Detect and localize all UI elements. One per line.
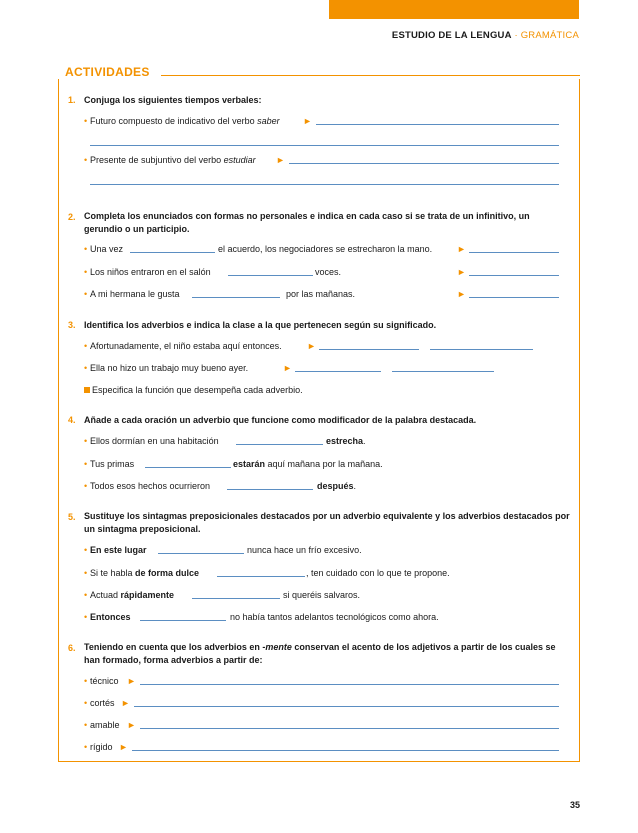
header-subtitle: GRAMÁTICA <box>520 30 579 41</box>
bullet: • <box>84 436 88 446</box>
q5-item-4-post: no había tantos adelantos tecnológicos como ahora. <box>230 612 439 622</box>
q1-item-1 <box>90 116 280 127</box>
answer-line[interactable] <box>228 275 313 276</box>
q4-item-2-c: aquí mañana por la mañana. <box>265 459 383 469</box>
bullet: • <box>84 545 88 555</box>
q4-item-3-c: . <box>353 481 357 491</box>
answer-line[interactable] <box>145 467 231 468</box>
answer-line[interactable] <box>295 371 381 372</box>
q5-item-4-bold: Entonces <box>90 612 131 622</box>
answer-line[interactable] <box>130 252 215 253</box>
q3-number: 3. <box>68 320 76 330</box>
bullet: • <box>84 267 88 277</box>
bullet: • <box>84 155 88 165</box>
answer-line[interactable] <box>319 349 419 350</box>
bullet: • <box>84 676 88 686</box>
q2-item-2-b: voces. <box>315 267 342 277</box>
q5-number: 5. <box>68 512 76 522</box>
arrow-icon: ► <box>457 244 466 254</box>
q1-text: Conjuga los siguientes tiempos verbales: <box>84 95 262 105</box>
answer-line[interactable] <box>316 124 559 125</box>
q5-item-1-bold: En este lugar <box>90 545 147 555</box>
q5-item-2-bold: de forma dulce <box>135 568 200 578</box>
arrow-icon: ► <box>307 341 316 351</box>
q6-text-em: -mente <box>262 642 292 652</box>
q4-item-2-b: estarán <box>233 459 266 469</box>
arrow-icon: ► <box>457 267 466 277</box>
q2-item-1-b: el acuerdo, los negociadores se estrecharon la mano. <box>218 244 433 254</box>
bullet: • <box>84 590 88 600</box>
q6-item-3: amable <box>90 720 120 730</box>
bullet: • <box>84 568 88 578</box>
q5-item-3-post: si queréis salvaros. <box>283 590 361 600</box>
answer-line[interactable] <box>227 489 313 490</box>
bullet: • <box>84 289 88 299</box>
arrow-icon: ► <box>121 698 130 708</box>
arrow-icon: ► <box>303 116 312 126</box>
q5-item-2-pre: Si te habla <box>90 568 136 578</box>
answer-line[interactable] <box>192 598 280 599</box>
q4-text: Añade a cada oración un adverbio que funcione como modificador de la palabra destacada. <box>84 415 477 425</box>
q3-item-1: Afortunadamente, el niño estaba aquí entonces. <box>90 341 282 351</box>
bullet: • <box>84 698 88 708</box>
answer-line[interactable] <box>90 145 559 146</box>
q3-text: Identifica los adverbios e indica la clase a la que pertenecen según su significado. <box>84 320 437 330</box>
q5-item-2-post: , ten cuidado con lo que te propone. <box>306 568 450 578</box>
q2-number: 2. <box>68 212 76 222</box>
bullet: • <box>84 363 88 373</box>
answer-line[interactable] <box>469 275 559 276</box>
q5-item-3-pre: Actuad <box>90 590 121 600</box>
square-bullet-icon <box>84 387 90 393</box>
answer-line[interactable] <box>469 297 559 298</box>
header-separator: · <box>511 30 521 41</box>
answer-line[interactable] <box>132 750 559 751</box>
q1-item-2-text: Presente de subjuntivo del verbo <box>90 155 224 165</box>
q6-item-2: cortés <box>90 698 115 708</box>
answer-line[interactable] <box>289 163 559 164</box>
q5-item-2-a <box>90 568 199 579</box>
q4-item-1-bc <box>326 436 366 447</box>
q5-text: Sustituye los sintagmas preposicionales destacados por un adverbio equivalente y los adverbios destacados por un sintagma preposicional. <box>84 511 570 534</box>
answer-line[interactable] <box>236 444 323 445</box>
q4-item-2-bc <box>233 459 383 470</box>
bullet: • <box>84 116 88 126</box>
arrow-icon: ► <box>457 289 466 299</box>
top-color-bar <box>329 0 579 19</box>
q4-item-2-a: Tus primas <box>90 459 135 469</box>
answer-line[interactable] <box>134 706 559 707</box>
answer-line[interactable] <box>192 297 280 298</box>
q4-number: 4. <box>68 415 76 425</box>
q4-item-3-b: después <box>317 481 354 491</box>
q4-item-1-b: estrecha <box>326 436 364 446</box>
q2-item-2-a: Los niños entraron en el salón <box>90 267 211 277</box>
q4-item-3-a: Todos esos hechos ocurrieron <box>90 481 211 491</box>
bullet: • <box>84 244 88 254</box>
q1-item-2 <box>90 155 256 166</box>
q5-item-4-a <box>90 612 131 623</box>
answer-line[interactable] <box>392 371 494 372</box>
bullet: • <box>84 481 88 491</box>
answer-line[interactable] <box>140 728 559 729</box>
q6-item-4: rígido <box>90 742 113 752</box>
q5-item-1-a <box>90 545 147 556</box>
q6-text-b: conservan el acento de los adjetivos a partir de los cuales se han formado, forma adverbios a partir de: <box>84 642 556 665</box>
header-title: ESTUDIO DE LA LENGUA <box>391 30 512 41</box>
q2-item-3-b: por las mañanas. <box>286 289 356 299</box>
answer-line[interactable] <box>90 184 559 185</box>
q6-text-a: Teniendo en cuenta que los adverbios en <box>84 642 263 652</box>
q3-item-2: Ella no hizo un trabajo muy bueno ayer. <box>90 363 249 373</box>
bullet: • <box>84 459 88 469</box>
q6-text <box>84 641 564 667</box>
q4-item-3-bc <box>317 481 356 492</box>
bullet: • <box>84 341 88 351</box>
arrow-icon: ► <box>283 363 292 373</box>
q2-item-3-a: A mi hermana le gusta <box>90 289 180 299</box>
arrow-icon: ► <box>127 720 136 730</box>
q1-item-1-text: Futuro compuesto de indicativo del verbo <box>90 116 258 126</box>
answer-line[interactable] <box>469 252 559 253</box>
q1-number: 1. <box>68 95 76 105</box>
arrow-icon: ► <box>276 155 285 165</box>
arrow-icon: ► <box>127 676 136 686</box>
bullet: • <box>84 612 88 622</box>
q3-extra: Especifica la función que desempeña cada adverbio. <box>92 385 303 395</box>
q4-item-1-c: . <box>363 436 366 446</box>
q1-item-1-verb: saber <box>257 116 280 126</box>
bullet: • <box>84 720 88 730</box>
activities-title: ACTIVIDADES <box>65 65 150 79</box>
q4-item-1-a: Ellos dormían en una habitación <box>90 436 219 446</box>
section-header <box>392 30 579 41</box>
q5-item-3-bold: rápidamente <box>120 590 175 600</box>
q6-item-1: técnico <box>90 676 119 686</box>
page-number: 35 <box>569 800 580 810</box>
q2-item-1-a: Una vez <box>90 244 124 254</box>
arrow-icon: ► <box>119 742 128 752</box>
q2-text: Completa los enunciados con formas no personales e indica en cada caso si se trata de un infinitivo, un gerundio o un participio. <box>84 211 530 234</box>
q1-item-2-verb: estudiar <box>223 155 256 165</box>
q5-item-1-post: nunca hace un frío excesivo. <box>247 545 362 555</box>
answer-line[interactable] <box>158 553 244 554</box>
q5-item-3-a <box>90 590 174 601</box>
bullet: • <box>84 742 88 752</box>
answer-line[interactable] <box>140 684 559 685</box>
answer-line[interactable] <box>430 349 533 350</box>
q6-number: 6. <box>68 643 76 653</box>
answer-line[interactable] <box>217 576 305 577</box>
activities-rule <box>161 75 580 76</box>
answer-line[interactable] <box>140 620 226 621</box>
